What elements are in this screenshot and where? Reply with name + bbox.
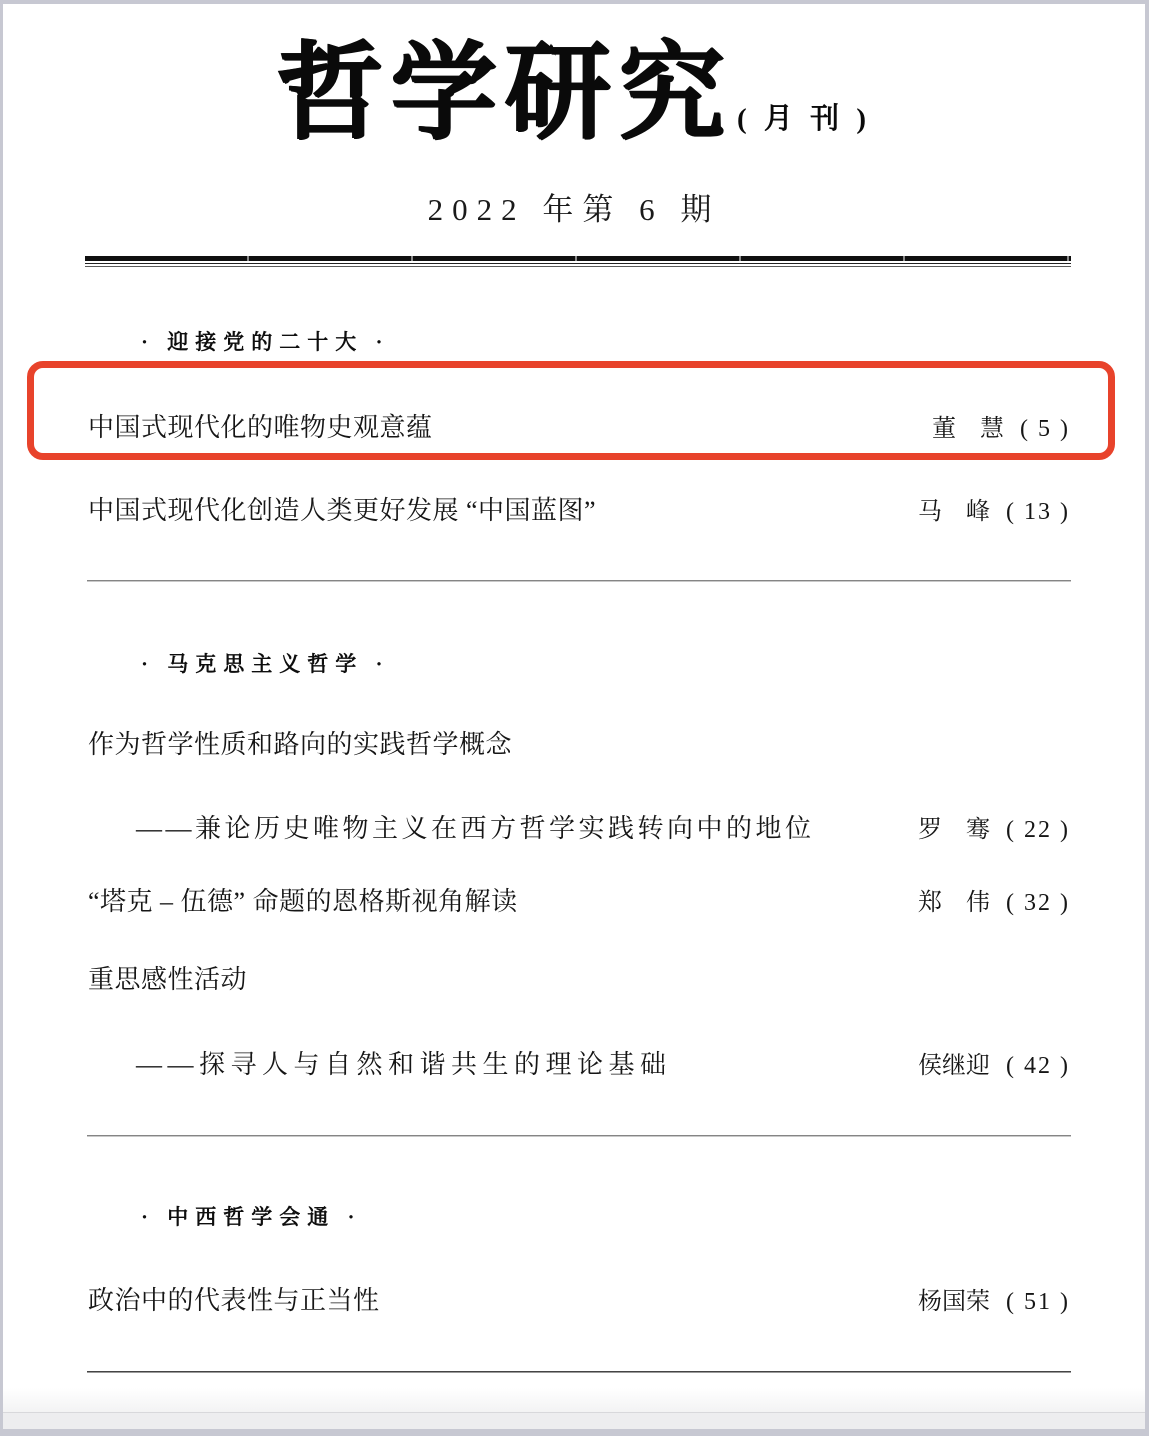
toc-entry-author: 郑 伟: [918, 890, 991, 916]
toc-entry-author: 董 慧: [932, 416, 1005, 442]
toc-entry-subtitle-row: [88, 1044, 1070, 1081]
toc-entry-row: [88, 881, 1070, 918]
toc-entry-row: [88, 959, 1070, 996]
page-bottom-fade: [3, 1388, 1145, 1412]
toc-entry-page: ( 42 ): [1006, 1053, 1070, 1079]
toc-entry-page: ( 22 ): [1006, 817, 1070, 843]
toc-entry-row: [88, 490, 1070, 527]
toc-entry-author: 罗 骞: [918, 817, 991, 843]
toc-entry-page: ( 32 ): [1006, 890, 1070, 916]
issue-line: 2022 年第 6 期: [427, 192, 721, 227]
toc-entry-title: 中国式现代化的唯物史观意蕴: [88, 413, 433, 442]
masthead-rule-thin: [85, 263, 1071, 267]
journal-toc-page: [3, 4, 1145, 1429]
toc-entry-page: ( 51 ): [1006, 1289, 1070, 1315]
toc-entry-page: ( 13 ): [1006, 499, 1070, 525]
toc-entry-title: 政治中的代表性与正当性: [88, 1286, 380, 1315]
toc-entry-byline: [918, 809, 1070, 844]
toc-entry-subtitle: ——探寻人与自然和谐共生的理论基础: [136, 1050, 672, 1079]
toc-entry-author: 侯继迎: [918, 1053, 991, 1079]
toc-entry-author: 杨国荣: [918, 1289, 991, 1315]
toc-entry-title: “塔克 – 伍德” 命题的恩格斯视角解读: [88, 887, 518, 916]
toc-entry-byline: [918, 1281, 1070, 1316]
toc-entry-subtitle: ——兼论历史唯物主义在西方哲学实践转向中的地位: [136, 814, 815, 843]
toc-entry-subtitle-row: [88, 808, 1070, 845]
bottom-divider: [87, 1371, 1071, 1373]
toc-entry-row: [88, 724, 1070, 761]
highlight-box: [27, 361, 1115, 460]
section-label-chinese-western-philosophy: · 中西哲学会通 ·: [141, 1205, 362, 1229]
section-divider: [87, 580, 1071, 582]
masthead: [3, 22, 1145, 165]
toc-entry-row: [88, 1280, 1070, 1317]
section-label-marxist-philosophy: · 马克思主义哲学 ·: [141, 652, 390, 676]
toc-entry-title: 中国式现代化创造人类更好发展 “中国蓝图”: [88, 496, 597, 525]
toc-entry-byline: [918, 491, 1070, 526]
toc-entry-byline: [918, 882, 1070, 917]
section-divider: [87, 1135, 1071, 1137]
masthead-rule: [85, 256, 1071, 267]
page-bottom-band: [3, 1412, 1145, 1429]
journal-subtitle-monthly: ( 月 刊 ): [736, 103, 872, 136]
section-label-party-congress: · 迎接党的二十大 ·: [141, 330, 390, 354]
journal-title: 哲学研究: [276, 35, 733, 152]
toc-entry-page: ( 5 ): [1020, 416, 1070, 442]
toc-entry-author: 马 峰: [918, 499, 991, 525]
toc-entry-byline: [918, 1045, 1070, 1080]
masthead-rule-thick: [85, 256, 1071, 261]
toc-entry-title: 作为哲学性质和路向的实践哲学概念: [88, 730, 513, 759]
toc-entry-title: 重思感性活动: [88, 965, 248, 994]
